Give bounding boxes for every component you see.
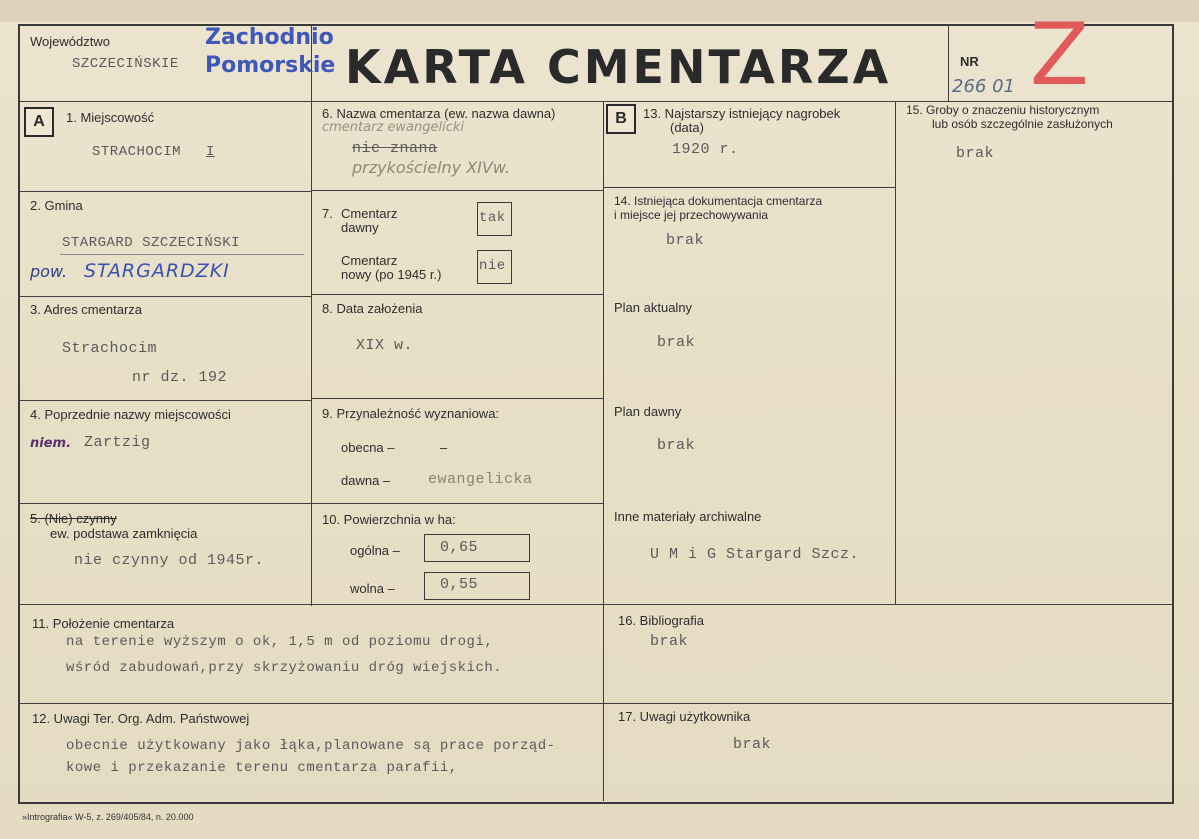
z-mark: Z [1030,5,1089,105]
f1-suffix: I [206,144,215,160]
f13-label-line1: 13. Najstarszy istniejący nagrobek [643,106,841,121]
f7-label: 7. [322,206,333,221]
divider [311,294,603,295]
f6-value: nie znana [352,140,438,157]
f7-dawny-label1: Cmentarz [341,206,398,221]
f15-label-line1: 15. Groby o znaczeniu historycznym [906,103,1100,117]
divider [18,191,311,192]
f15-label-line2: lub osób szczególnie zasłużonych [932,117,1113,131]
f2-hand-prefix: pow. [30,262,68,281]
plan-aktualny-value: brak [657,334,696,351]
f8-value: XIX w. [356,337,414,354]
underline [60,254,304,255]
f3-line1: Strachocim [62,340,158,357]
divider [948,24,949,102]
f12-line1: obecnie użytkowany jako łąka,planowane są prace porząd- [66,738,556,754]
f1-label: 1. Miejscowość [66,110,155,125]
f5-value: nie czynny od 1945r. [74,552,265,569]
f14-value: brak [666,232,705,249]
nr-value: 266 01 [952,76,1015,97]
plan-dawny-value: brak [657,437,696,454]
page-title: KARTA CMENTARZA [345,40,892,94]
f2-value: STARGARD SZCZECIŃSKI [62,235,241,251]
stamp-line2: Pomorskie [205,53,336,78]
f11-line1: na terenie wyższym o ok, 1,5 m od poziomu drogi, [66,634,494,650]
f7-nowy-label2: nowy (po 1945 r.) [341,267,442,282]
f10-label: 10. Powierzchnia w ha: [322,512,456,527]
f10-wolna-label: wolna – [350,581,395,596]
f11-label: 11. Położenie cmentarza [32,616,175,631]
divider [18,400,311,401]
f13-label-line2: (data) [670,120,704,135]
f10-ogolna-label: ogólna – [350,543,400,558]
f10-wolna-value: 0,55 [440,576,479,593]
divider [311,503,603,504]
f5-label-line2: ew. podstawa zamknięcia [50,526,198,541]
f4-value: Zartzig [84,434,151,451]
nr-label: NR [960,54,979,69]
f9-obecna-label: obecna – [341,440,395,455]
section-a-marker: A [24,107,54,137]
divider [311,101,312,606]
divider [18,296,311,297]
section-b-marker: B [606,104,636,134]
f9-dawna-value: ewangelicka [428,471,533,488]
f7-nowy-label1: Cmentarz [341,253,398,268]
f14-label-line2: i miejsce jej przechowywania [614,208,769,222]
wojewodztwo-value: SZCZECIŃSKIE [72,56,179,72]
f4-hand-prefix: niem. [30,436,72,451]
f12-label: 12. Uwagi Ter. Org. Adm. Państwowej [32,711,250,726]
inne-value: U M i G Stargard Szcz. [650,546,860,563]
plan-aktualny-label: Plan aktualny [614,300,693,315]
f17-label: 17. Uwagi użytkownika [618,709,751,724]
f9-dawna-label: dawna – [341,473,391,488]
f7-dawny-value: tak [479,210,506,226]
stamp-line1: Zachodnio [205,25,334,50]
f1-value: STRACHOCIM [92,144,182,160]
wojewodztwo-label: Województwo [30,34,110,49]
f10-ogolna-value: 0,65 [440,539,479,556]
divider [18,101,1172,102]
inne-label: Inne materiały archiwalne [614,509,762,524]
f14-label-line1: 14. Istniejąca dokumentacja cmentarza [614,194,823,208]
f12-line2: kowe i przekazanie terenu cmentarza parafii, [66,760,458,776]
f6-hand-value: przykościelny XIVw. [352,158,510,177]
divider [603,101,604,801]
f13-value: 1920 r. [672,141,739,158]
f5-label-line1: 5. (Nie) czynny [30,511,117,526]
f9-obecna-value: – [440,440,448,455]
divider [895,101,896,604]
f16-value: brak [650,633,689,650]
divider [311,398,603,399]
f3-label: 3. Adres cmentarza [30,302,142,317]
plan-dawny-label: Plan dawny [614,404,682,419]
divider [18,604,1172,605]
divider [311,190,603,191]
divider [18,703,1172,704]
f16-label: 16. Bibliografia [618,613,704,628]
divider [18,503,311,504]
printer-imprint: »Intrografia« W-5, z. 269/405/84, n. 20.000 [22,812,194,822]
f6-label: 6. Nazwa cmentarza (ew. nazwa dawna) [322,106,556,121]
f2-label: 2. Gmina [30,198,83,213]
divider [603,187,895,188]
f8-label: 8. Data założenia [322,301,423,316]
f9-label: 9. Przynależność wyznaniowa: [322,406,500,421]
f17-value: brak [733,736,772,753]
f11-line2: wśród zabudowań,przy skrzyżowaniu dróg wiejskich. [66,660,503,676]
f6-hand-note: cmentarz ewangelicki [322,120,465,135]
f2-hand-value: STARGARDZKI [84,260,230,282]
f3-line2: nr dz. 192 [132,369,228,386]
f7-nowy-value: nie [479,258,506,274]
sheet-edge [0,0,1199,22]
f7-dawny-label2: dawny [341,220,379,235]
f4-label: 4. Poprzednie nazwy miejscowości [30,407,231,422]
f15-value: brak [956,145,995,162]
